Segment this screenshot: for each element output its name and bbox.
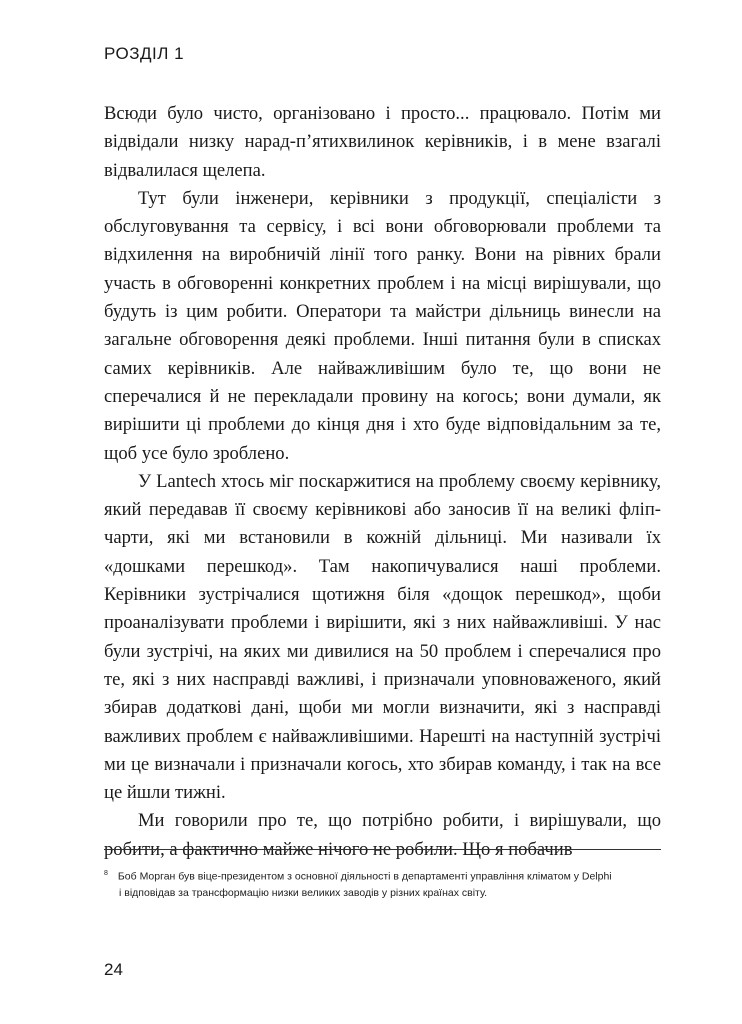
paragraph-2: Тут були інженери, керівники з продукції, спеціалісти з обслуговування та сервісу, і всі вони обговорювали проблеми та відхилення на виробничій лінії того ранку. Вони на рівних брали участь в обговоренні конкретних проблем і на місці вирішували, що будуть із цим робити. Оператори та майстри дільниць винесли на загальне обговорення деякі проблеми. Інші питання були в списках самих керівників. Але найважливішим було те, що вони не сперечалися й не перекладали провину на когось; вони думали, як вирішити ці проблеми до кінця дня і хто буде відповідальним за те, щоб усе було зроблено.: [104, 187, 661, 464]
footnote-marker: 8: [104, 870, 108, 877]
paragraph-1: Всюди було чисто, організовано і просто... працювало. Потім ми відвідали низку нарад-п’ятихвилинок керівників, і в мене взагалі відвалилася щелепа.: [104, 103, 661, 181]
footnote-line-1: Боб Морган був віце-президентом з основної діяльності в департаменті управління кліматом у Delphi: [117, 870, 612, 883]
footnote-line-2: і відповідав за трансформацію низки великих заводів у різних країнах світу.: [119, 886, 488, 899]
body-text: [104, 100, 661, 864]
chapter-header: РОЗДІЛ 1: [104, 44, 185, 63]
paragraph-4: Ми говорили про те, що потрібно робити, і вирішували, що робити, а фактично майже нічого не робили. Що я побачив: [104, 810, 661, 860]
paragraph-3: У Lantech хтось міг поскаржитися на проблему своєму керівнику, який передавав її своєму керівникові або заносив її на великі фліп-чарти, які ми встановили в кожній дільниці. Ми називали їх «дошками перешкод». Там накопичувалися наші проблеми. Керівники зустрічалися щотижня біля «дощок перешкод», щоби проаналізувати проблеми і вирішити, які з них найважливіші. У нас були зустрічі, на яких ми дивилися на 50 проблем і сперечалися про те, які з них насправді важливі, і призначали уповноваженого, який збирав додаткові дані, щоби ми могли визначити, які з насправді важливих проблем є найважливішими. Нарешті на наступній зустрічі ми це визначали і призначали когось, хто збирав команду, і так на все це йшли тижні.: [104, 470, 661, 804]
footnote-divider: [104, 849, 661, 850]
page-number: 24: [104, 960, 123, 979]
footnote: [104, 866, 661, 901]
